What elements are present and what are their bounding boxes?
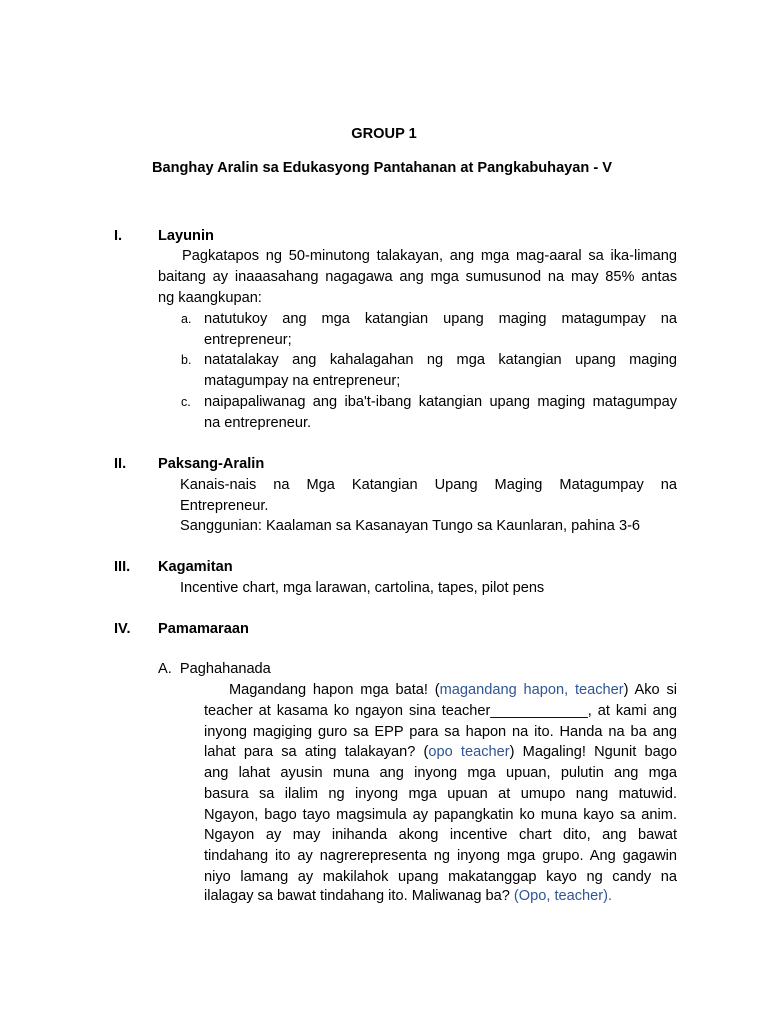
paragraph-line xyxy=(204,742,677,763)
section-heading: Pamamaraan xyxy=(158,621,249,637)
objective-text: natutukoy ang mga katangian upang maging matagumpay na xyxy=(204,311,677,327)
paragraph-line xyxy=(204,886,612,907)
paragraph-line: Ngayon, bago tayo magsimula ay papangkatin ko muna kayo sa anim. xyxy=(204,807,677,823)
intro-line: baitang ay inaaasahang nagagawa ang mga sumusunod na may 85% antas xyxy=(158,269,677,285)
objective-text: na entrepreneur. xyxy=(204,415,312,431)
objective-text: matagumpay na entrepreneur; xyxy=(204,373,401,389)
section-heading: Layunin xyxy=(158,228,214,244)
section-heading: Paksang-Aralin xyxy=(158,456,265,472)
paragraph-text: Magandang hapon mga bata! ( xyxy=(229,682,440,698)
section-numeral: IV. xyxy=(114,621,131,637)
paragraph-text: ) Magaling! Ngunit bago xyxy=(509,744,677,760)
paragraph-line: Ngayon ay may inihanda akong incentive chart dito, ang bawat xyxy=(204,827,677,843)
paragraph-line: ang lahat ayusin muna ang inyong mga upuan, pulutin ang mga xyxy=(204,765,677,781)
paragraph-text: ilalagay sa bawat tindahang ito. Maliwanag ba? xyxy=(204,888,514,904)
objective-letter: a. xyxy=(181,312,192,326)
objective-text: natatalakay ang kahalagahan ng mga katangian upang maging xyxy=(204,352,677,368)
paragraph-line: teacher at kasama ko ngayon sina teacher____________, at kami ang xyxy=(204,703,677,719)
paragraph-line: basura sa ilalim ng inyong mga upuan at umupo nang matuwid. xyxy=(204,786,677,802)
intro-line: Pagkatapos ng 50-minutong talakayan, ang mga mag-aaral sa ika-limang xyxy=(182,248,677,264)
subsection-heading: A. Paghahanada xyxy=(158,661,271,677)
paragraph-line: inyong magiging guro sa EPP para sa hapon na ito. Handa na ba ang xyxy=(204,724,677,740)
section-heading: Kagamitan xyxy=(158,559,233,575)
lesson-plan-subtitle: Banghay Aralin sa Edukasyong Pantahanan at Pangkabuhayan - V xyxy=(151,160,613,176)
materials-line: Incentive chart, mga larawan, cartolina, tapes, pilot pens xyxy=(180,580,545,596)
paragraph-line xyxy=(229,680,677,701)
objective-text: entrepreneur; xyxy=(204,332,292,348)
section-numeral: II. xyxy=(114,456,127,472)
section-numeral: III. xyxy=(114,559,131,575)
topic-line: Entrepreneur. xyxy=(180,498,269,514)
student-response: opo teacher xyxy=(428,744,510,760)
objective-letter: c. xyxy=(181,395,191,409)
section-numeral: I. xyxy=(114,228,123,244)
objective-text: naipapaliwanag ang iba't-ibang katangian upang maging matagumpay xyxy=(204,394,677,410)
paragraph-line: niyo lamang ay makilahok upang makatanggap kayo ng candy na xyxy=(204,869,677,885)
topic-line: Kanais-nais na Mga Katangian Upang Maging Matagumpay na xyxy=(180,477,677,493)
paragraph-text: ) Ako si xyxy=(623,682,677,698)
reference-line: Sanggunian: Kaalaman sa Kasanayan Tungo sa Kaunlaran, pahina 3-6 xyxy=(180,518,641,534)
intro-line: ng kaangkupan: xyxy=(158,290,262,306)
student-response: (Opo, teacher). xyxy=(513,888,613,904)
group-title: GROUP 1 xyxy=(351,126,417,142)
objective-letter: b. xyxy=(181,353,192,367)
student-response: magandang hapon, teacher xyxy=(439,682,624,698)
paragraph-line: tindahang ito ay nagrerepresenta ng inyong mga grupo. Ang gagawin xyxy=(204,848,677,864)
paragraph-text: lahat para sa ating talakayan? ( xyxy=(204,744,429,760)
